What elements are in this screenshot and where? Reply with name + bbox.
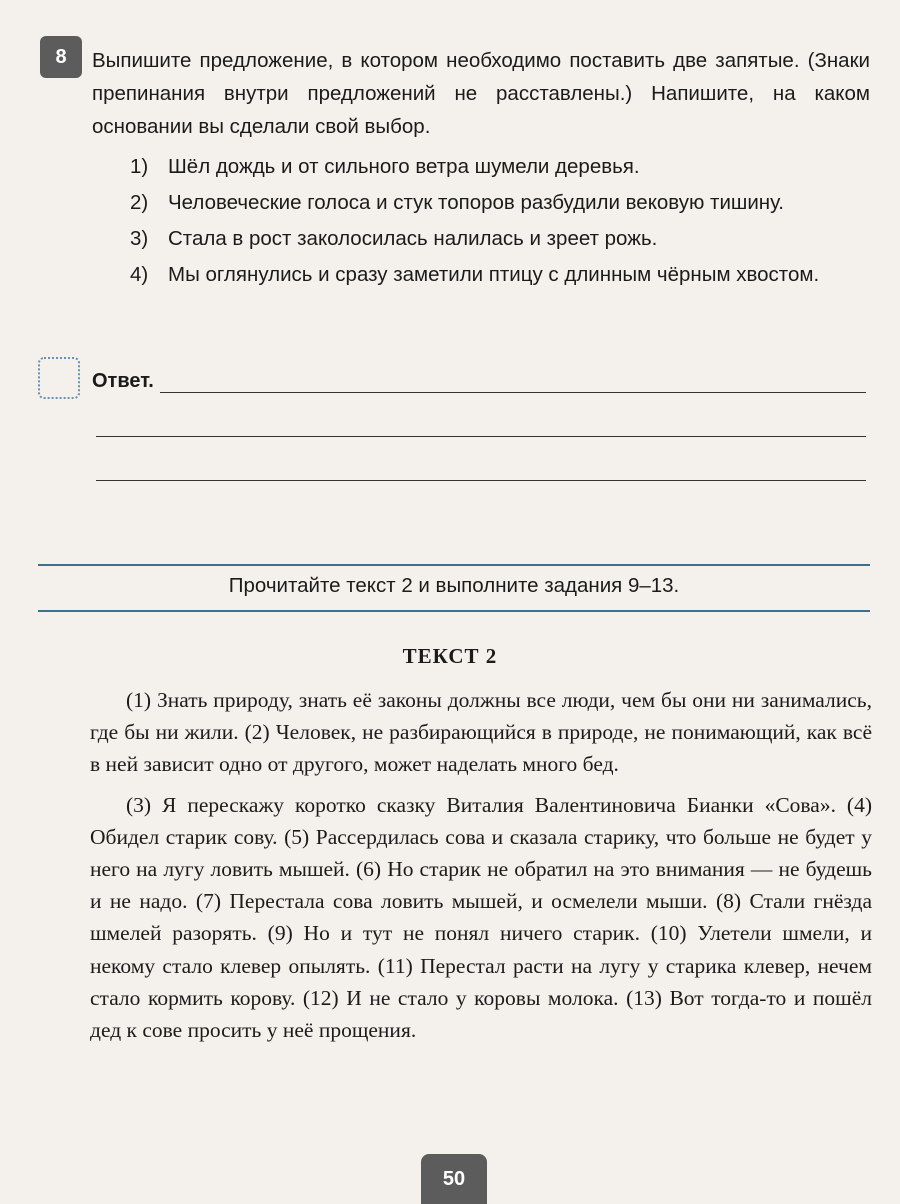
answer-checkbox[interactable]	[38, 357, 80, 399]
answer-label: Ответ.	[92, 370, 154, 392]
task-number-badge: 8	[40, 36, 82, 78]
option-text: Стала в рост заколосилась налилась и зреет рожь.	[168, 227, 658, 250]
option-text: Мы оглянулись и сразу заметили птицу с длинным чёрным хвостом.	[168, 263, 820, 286]
option-number: 3)	[130, 227, 149, 250]
option-item	[130, 186, 872, 219]
task-question: Выпишите предложение, в котором необходимо поставить две запятые. (Знаки препинания внутри предложений не расставлены.) Напишите, на каком основании вы сделали свой выбор.	[92, 49, 870, 138]
passage-paragraph: (3) Я перескажу коротко сказку Виталия Валентиновича Бианки «Сова». (4) Обидел старик сову. (5) Рассердилась сова и сказала старику, что больше не будет у него на лугу ловить мышей. (6) Но старик не обратил на это внимания — не будешь и не надо. (7) Перестала сова ловить мышей, и осмелели мыши. (8) Стали гнёзда шмелей разорять. (9) Но и тут не понял ничего старик. (10) Улетели шмели, и некому стало клевер опылять. (11) Перестал расти на лугу у старика клевер, нечем стало кормить корову. (12) И не стало у коровы молока. (13) Вот тогда-то и пошёл дед к сове просить у неё прощения.	[90, 792, 872, 1043]
section-divider-bottom	[38, 610, 870, 612]
answer-line[interactable]	[96, 436, 866, 437]
option-text: Человеческие голоса и стук топоров разбудили вековую тишину.	[168, 191, 785, 214]
section-divider-top	[38, 564, 870, 566]
option-item	[130, 150, 872, 183]
options-list	[130, 150, 872, 294]
option-item	[130, 258, 872, 291]
option-item	[130, 222, 872, 255]
text-title: ТЕКСТ 2	[402, 644, 498, 668]
page-number: 50	[421, 1154, 487, 1204]
text-passage	[90, 684, 872, 1054]
option-text: Шёл дождь и от сильного ветра шумели деревья.	[168, 155, 640, 178]
option-number: 2)	[130, 191, 149, 214]
section-instruction: Прочитайте текст 2 и выполните задания 9–13.	[228, 574, 680, 597]
answer-line[interactable]	[160, 392, 866, 393]
answer-line[interactable]	[96, 480, 866, 481]
option-number: 4)	[130, 263, 149, 286]
option-number: 1)	[130, 155, 149, 178]
passage-paragraph: (1) Знать природу, знать её законы должны все люди, чем бы они ни занимались, где бы ни жили. (2) Человек, не разбирающийся в природе, не понимающий, как всё в ней зависит одно от другого, может наделать много бед.	[90, 688, 872, 777]
